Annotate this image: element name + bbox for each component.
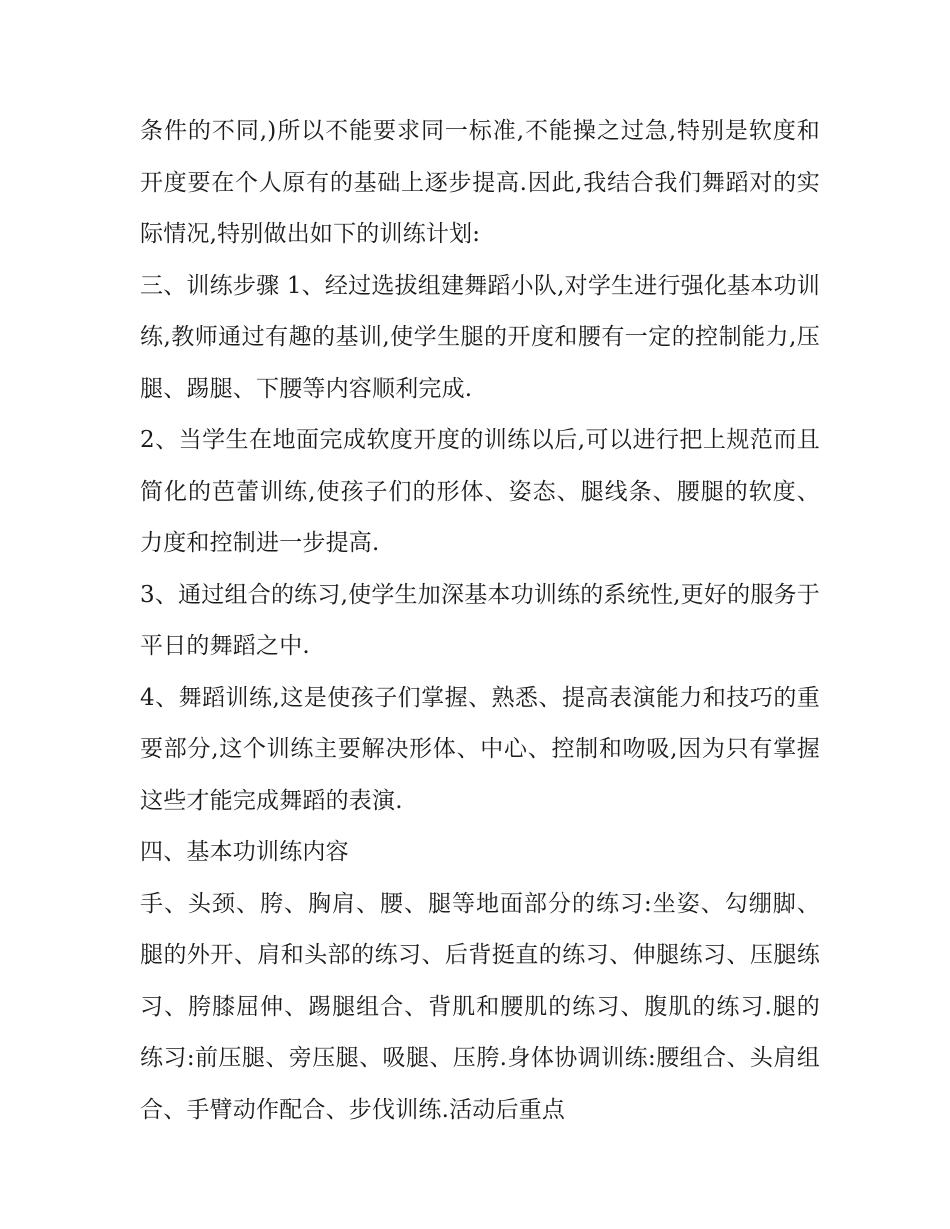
paragraph-training-steps-4: 4、舞蹈训练,这是使孩子们掌握、熟悉、提高表演能力和技巧的重要部分,这个训练主要解决形体、中心、控制和吻吸,因为只有掌握这些才能完成舞蹈的表演. <box>140 684 820 814</box>
paragraph-training-steps-1: 三、训练步骤 1、经过选拔组建舞蹈小队,对学生进行强化基本功训练,教师通过有趣的基训,使学生腿的开度和腰有一定的控制能力,压腿、踢腿、下腰等内容顺利完成. <box>140 272 820 402</box>
document-body <box>140 106 820 1136</box>
paragraph-basic-training-content: 手、头颈、胯、胸肩、腰、腿等地面部分的练习:坐姿、勾绷脚、腿的外开、肩和头部的练习、后背挺直的练习、伸腿练习、压腿练习、胯膝屈伸、踢腿组合、背肌和腰肌的练习、腹肌的练习.腿的练习:前压腿、旁压腿、吸腿、压胯.身体协调训练:腰组合、头肩组合、手臂动作配合、步伐训练.活动后重点 <box>140 890 820 1123</box>
section-heading-basic-training-content: 四、基本功训练内容 <box>140 839 349 865</box>
paragraph-training-steps-2: 2、当学生在地面完成软度开度的训练以后,可以进行把上规范而且简化的芭蕾训练,使孩子们的形体、姿态、腿线条、腰腿的软度、力度和控制进一步提高. <box>140 427 820 556</box>
paragraph-training-steps-3: 3、通过组合的练习,使学生加深基本功训练的系统性,更好的服务于平日的舞蹈之中. <box>140 581 820 659</box>
paragraph-intro-continued: 条件的不同,)所以不能要求同一标准,不能操之过急,特别是软度和开度要在个人原有的基础上逐步提高.因此,我结合我们舞蹈对的实际情况,特别做出如下的训练计划: <box>140 118 820 247</box>
